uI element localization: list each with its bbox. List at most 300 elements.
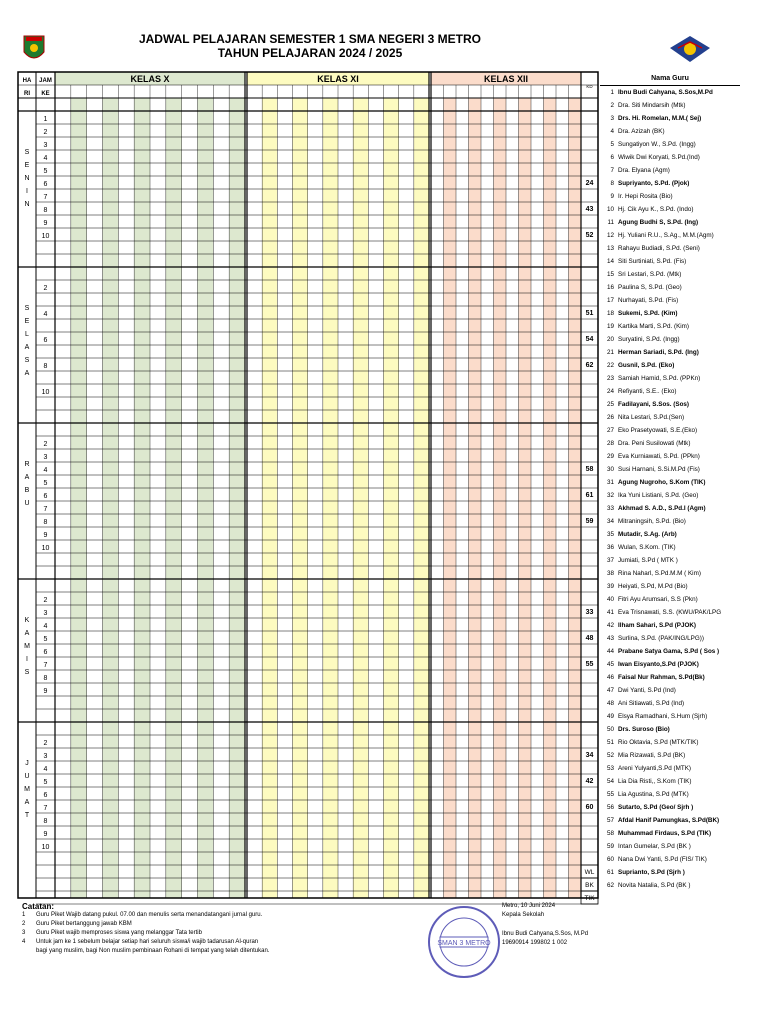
day-letter: A [24, 344, 30, 351]
teacher-row [600, 294, 740, 307]
teacher-number: 56 [606, 804, 614, 811]
teacher-name: Agung Budhi S, S.Pd. (Ing) [618, 219, 699, 226]
jam-number: 7 [43, 506, 48, 513]
jam-number: 6 [43, 337, 48, 344]
jam-number: 8 [43, 207, 48, 214]
teacher-row [600, 801, 740, 814]
teacher-number: 48 [606, 700, 614, 707]
teacher-number: 7 [610, 167, 614, 174]
kelas-xi-label: KELAS XI [317, 74, 359, 84]
teacher-row [600, 814, 740, 827]
teacher-name: Nurhayati, S.Pd. (Fis) [618, 297, 679, 304]
jam-number: 6 [43, 181, 48, 188]
teacher-row [600, 268, 740, 281]
teacher-row [600, 138, 740, 151]
teacher-name: Sri Lestari, S.Pd. (Mtk) [618, 271, 682, 278]
teacher-number: 17 [606, 297, 614, 304]
teacher-row [600, 99, 740, 112]
day-letter: S [24, 357, 30, 364]
teacher-number: 8 [610, 180, 614, 187]
day-letter: M [24, 786, 30, 793]
teacher-number: 59 [606, 843, 614, 850]
jam-number: 6 [43, 493, 48, 500]
teacher-name: Herman Sariadi, S.Pd. (Ing) [618, 349, 699, 356]
note-text: Guru Piket bertanggung jawab KBM [36, 921, 132, 927]
teacher-row [600, 645, 740, 658]
day-letter: U [24, 773, 30, 780]
teacher-name: Ani Sitiawati, S.Pd (Ind) [618, 700, 685, 707]
teacher-row [600, 229, 740, 242]
kelas-xii-shaded-column [469, 98, 482, 898]
jam-number: 2 [43, 285, 48, 292]
extra-row-label: WL [584, 869, 595, 876]
teacher-number: 32 [606, 492, 614, 499]
teacher-name: Ir. Hepi Rosita (Bio) [618, 193, 673, 200]
teacher-row [600, 749, 740, 762]
teacher-number: 3 [610, 115, 614, 122]
note-number [22, 947, 36, 956]
teacher-number: 15 [606, 271, 614, 278]
kelas-x-shaded-column [134, 98, 150, 898]
teacher-row [600, 333, 740, 346]
teacher-code: 43 [585, 206, 594, 213]
note-item [22, 920, 402, 929]
teacher-row [600, 476, 740, 489]
notes-section [22, 902, 402, 956]
teacher-code: 33 [585, 609, 594, 616]
jam-number: 4 [43, 311, 48, 318]
teacher-code: 60 [585, 804, 594, 811]
teacher-name: Akhmad S. A.D., S.Pd.I (Agm) [618, 505, 706, 512]
teacher-number: 11 [607, 219, 614, 226]
teacher-name: Susi Harnani, S.Si.M.Pd (Fis) [618, 466, 700, 473]
teacher-name: Lia Agustina, S.Pd (MTK) [618, 791, 689, 798]
note-text: Guru Piket Wajib datang pukul. 07.00 dan menulis serta menandatangani jurnal guru. [36, 912, 263, 918]
teacher-name: Iwan Eisyanto,S.Pd (PJOK) [618, 661, 699, 668]
teacher-code: 54 [585, 336, 594, 343]
jam-number: 2 [43, 129, 48, 136]
teacher-name: Rina Naharl, S.Pd.M.M ( Kim) [618, 570, 701, 577]
teacher-code: 51 [585, 310, 594, 317]
teacher-number: 40 [606, 596, 614, 603]
day-letter: N [24, 175, 30, 182]
jam-number: 2 [43, 740, 48, 747]
jam-number: 4 [43, 766, 48, 773]
teacher-name: Prabane Satya Gama, S.Pd ( Sos ) [618, 648, 720, 655]
teacher-code: 42 [585, 778, 594, 785]
teacher-name: Ilham Sahari, S.Pd (PJOK) [618, 622, 697, 629]
teacher-name: Ibnu Budi Cahyana, S.Sos,M.Pd [618, 89, 713, 96]
jam-number: 10 [41, 844, 50, 851]
teacher-row [600, 593, 740, 606]
teacher-number: 46 [606, 674, 614, 681]
teacher-number: 4 [610, 128, 614, 135]
page-title-line1: JADWAL PELAJARAN SEMESTER 1 SMA NEGERI 3 METRO [138, 32, 482, 46]
code-label: KD [586, 84, 593, 89]
teacher-number: 38 [606, 570, 614, 577]
day-letter: B [24, 487, 30, 494]
teacher-row [600, 723, 740, 736]
teacher-list-header: Nama Guru [600, 72, 740, 86]
teacher-number: 16 [606, 284, 614, 291]
teacher-number: 19 [606, 323, 614, 330]
teacher-row [600, 463, 740, 476]
teacher-name: Sutarto, S.Pd (Geo/ Sjrh ) [618, 804, 694, 811]
teacher-number: 26 [606, 414, 614, 421]
jam-number: 3 [43, 142, 48, 149]
note-item [22, 938, 402, 947]
jam-label-bottom: KE [41, 91, 50, 97]
note-text: bagi yang muslim, bagi Non muslim pembinaan Rohani di tempat yang telah ditentukan. [36, 948, 270, 954]
jam-number: 7 [43, 805, 48, 812]
place-date: Metro, 10 Juni 2024 [502, 903, 556, 909]
teacher-number: 34 [606, 518, 614, 525]
jam-number: 8 [43, 675, 48, 682]
jam-number: 3 [43, 753, 48, 760]
kelas-x-shaded-column [71, 98, 87, 898]
teacher-number: 45 [606, 661, 614, 668]
day-letter: S [24, 669, 30, 676]
kelas-x-shaded-column [166, 98, 182, 898]
teacher-row [600, 528, 740, 541]
teacher-number: 42 [606, 622, 614, 629]
teacher-row [600, 827, 740, 840]
teacher-row [600, 112, 740, 125]
teacher-number: 14 [606, 258, 614, 265]
note-item [22, 947, 402, 956]
teacher-row [600, 359, 740, 372]
teacher-row [600, 671, 740, 684]
teacher-code: 62 [585, 362, 594, 369]
teacher-number: 2 [610, 102, 614, 109]
teacher-row [600, 125, 740, 138]
teacher-name: Samiah Hamid, S.Pd. (PPKn) [618, 375, 701, 382]
jam-number: 3 [43, 610, 48, 617]
teacher-number: 20 [606, 336, 614, 343]
day-letter: E [24, 318, 30, 325]
teacher-name: Kartika Marti, S.Pd. (Kim) [618, 323, 690, 330]
teacher-number: 9 [610, 193, 614, 200]
teacher-name: Surlina, S.Pd. (PAK/ING/LPG)) [618, 635, 704, 642]
kelas-x-shaded-column [229, 98, 245, 898]
jam-number: 2 [43, 597, 48, 604]
teacher-name: Novita Natalia, S.Pd (BK ) [618, 882, 691, 889]
teacher-row [600, 320, 740, 333]
teacher-name: Sukemi, S.Pd. (Kim) [618, 310, 678, 317]
schedule-grid [18, 72, 598, 902]
teacher-name: Fitri Ayu Arumsari, S.S (Pkn) [618, 596, 698, 603]
signer-nip: 19690914 199802 1 002 [502, 940, 568, 946]
teacher-name: Areni Yulyanti,S.Pd (MTK) [618, 765, 692, 772]
teacher-name: Mitraningsih, S.Pd. (Bio) [618, 518, 686, 525]
teacher-name: Dra. Siti Mindarsih (Mtk) [618, 102, 686, 109]
teacher-row [600, 632, 740, 645]
day-letter: S [24, 149, 30, 156]
day-letter: R [24, 461, 30, 468]
teacher-row [600, 450, 740, 463]
note-text: Guru Piket wajib memproses siswa yang melanggar Tata tertib [36, 930, 202, 936]
kelas-x-shaded-column [103, 98, 119, 898]
teacher-number: 54 [606, 778, 614, 785]
jam-number: 5 [43, 779, 48, 786]
teacher-name: Nana Dwi Yanti, S.Pd (FIS/ TIK) [618, 856, 707, 863]
jam-number: 5 [43, 168, 48, 175]
teacher-row [600, 658, 740, 671]
teacher-name: Lia Dia Risti,, S.Kom (TIK) [618, 778, 692, 785]
teacher-name: Hj. Cik Ayu K., S.Pd. (Indo) [618, 206, 694, 213]
jam-number: 5 [43, 636, 48, 643]
kelas-xi-shaded-column [262, 98, 277, 898]
teacher-name: Drs. Hi. Romelan, M.M.( Sej) [618, 115, 702, 122]
teacher-code: 55 [585, 661, 594, 668]
jam-number: 7 [43, 662, 48, 669]
teacher-number: 49 [606, 713, 614, 720]
teacher-name: Paulina S, S.Pd. (Geo) [618, 284, 682, 291]
teacher-row [600, 398, 740, 411]
kelas-xii-label: KELAS XII [483, 74, 529, 84]
teacher-number: 52 [606, 752, 614, 759]
day-letter: U [24, 500, 30, 507]
teacher-number: 6 [610, 154, 614, 161]
teacher-row [600, 554, 740, 567]
teacher-row [600, 619, 740, 632]
teacher-code: 24 [585, 180, 594, 187]
teacher-number: 22 [606, 362, 614, 369]
signer-role: Kepala Sekolah [502, 912, 545, 918]
teacher-name: Elsya Ramadhani, S.Hum (Sjrh) [618, 713, 708, 720]
jam-number: 7 [43, 194, 48, 201]
teacher-name: Suryatini, S.Pd. (Ingg) [618, 336, 680, 343]
teacher-name: Intan Gumelar, S.Pd (BK ) [618, 843, 691, 850]
teacher-number: 44 [606, 648, 614, 655]
kelas-xii-shaded-column [569, 98, 582, 898]
teacher-number: 31 [606, 479, 614, 486]
teacher-row [600, 775, 740, 788]
teacher-row [600, 697, 740, 710]
teacher-name: Dra. Azizah (BK) [618, 128, 665, 135]
teacher-number: 58 [606, 830, 614, 837]
teacher-name: Agung Nugroho, S.Kom (TIK) [618, 479, 706, 486]
jam-number: 9 [43, 532, 48, 539]
teacher-name: Dra. Elyana (Agm) [618, 167, 670, 174]
jam-label-top: JAM [39, 78, 52, 84]
teacher-row [600, 502, 740, 515]
teacher-name: Fadilayani, S.Sos. (Sos) [618, 401, 690, 408]
day-letter: E [24, 162, 30, 169]
teacher-number: 30 [606, 466, 614, 473]
extra-row-label: BK [585, 882, 594, 889]
jam-number: 4 [43, 155, 48, 162]
teacher-name: Afdal Hanif Pamungkas, S.Pd(BK) [618, 817, 720, 824]
kelas-xii-shaded-column [494, 98, 507, 898]
note-item [22, 911, 402, 920]
jam-number: 8 [43, 818, 48, 825]
teacher-name: Jumiati, S.Pd ( MTK ) [618, 557, 678, 564]
extra-row-label: TIK [584, 895, 595, 902]
teacher-row [600, 216, 740, 229]
jam-number: 8 [43, 363, 48, 370]
hari-label-top: HA [22, 78, 32, 84]
teacher-name: Supriyanto, S.Pd. (Pjok) [618, 180, 690, 187]
teacher-name: Hj. Yuliani R.U., S.Ag., M.M.(Agm) [618, 232, 714, 239]
teacher-row [600, 489, 740, 502]
teacher-row [600, 684, 740, 697]
teacher-name: Eko Prasetyowati, S.E.(Eko) [618, 427, 698, 434]
teacher-row [600, 788, 740, 801]
jam-number: 10 [41, 545, 50, 552]
jam-number: 6 [43, 792, 48, 799]
teacher-code: 61 [585, 492, 594, 499]
teacher-number: 25 [606, 401, 614, 408]
teacher-row [600, 567, 740, 580]
jam-number: 10 [41, 233, 50, 240]
teacher-number: 1 [610, 89, 614, 96]
day-letter: A [24, 474, 30, 481]
teacher-row [600, 385, 740, 398]
teacher-number: 57 [606, 817, 614, 824]
jam-number: 2 [43, 441, 48, 448]
teacher-number: 53 [606, 765, 614, 772]
teacher-name: Nita Lestari, S.Pd.(Sen) [618, 414, 685, 421]
teacher-name: Mia Rizawati, S.Pd (BK) [618, 752, 686, 759]
teacher-name: Refiyanti, S.E.. (Eko) [618, 388, 677, 395]
jam-number: 9 [43, 831, 48, 838]
teacher-name: Muhammad Firdaus, S.Pd (TIK) [618, 830, 712, 837]
teacher-number: 24 [606, 388, 614, 395]
teacher-row [600, 710, 740, 723]
teacher-name: Suprianto, S.Pd (Sjrh ) [618, 869, 685, 876]
teacher-number: 47 [606, 687, 614, 694]
teacher-row [600, 606, 740, 619]
jam-number: 4 [43, 623, 48, 630]
day-letter: I [26, 656, 28, 663]
teacher-number: 62 [606, 882, 614, 889]
teacher-row [600, 437, 740, 450]
day-letter: L [25, 331, 29, 338]
teacher-row [600, 411, 740, 424]
teacher-number: 18 [606, 310, 614, 317]
kelas-xii-shaded-column [544, 98, 557, 898]
jam-number: 10 [41, 389, 50, 396]
teacher-name: Heiyati, S.Pd, M.Pd (Bio) [618, 583, 688, 590]
notes-title: Catatan: [22, 902, 55, 911]
teacher-row [600, 346, 740, 359]
jam-number: 9 [43, 220, 48, 227]
teacher-number: 29 [606, 453, 614, 460]
teacher-number: 50 [606, 726, 614, 733]
teacher-row [600, 242, 740, 255]
day-letter: T [24, 812, 30, 819]
note-text: Untuk jam ke 1 sebelum belajar setiap hari seluruh siswa/i wajib tadarusan Al-quran [36, 939, 259, 945]
kelas-xii-shaded-column [519, 98, 532, 898]
teacher-row [600, 879, 740, 892]
kelas-xi-shaded-column [293, 98, 308, 898]
day-letter: S [24, 305, 30, 312]
teacher-code: 52 [585, 232, 594, 239]
kelas-xii-shaded-column [444, 98, 457, 898]
day-letter: A [24, 370, 30, 377]
note-number: 1 [22, 912, 26, 918]
teacher-number: 5 [610, 141, 614, 148]
hari-label-bottom: RI [24, 91, 30, 97]
teacher-row [600, 853, 740, 866]
teacher-row [600, 203, 740, 216]
teacher-code: 48 [585, 635, 594, 642]
teacher-number: 33 [606, 505, 614, 512]
kelas-x-label: KELAS X [130, 74, 170, 84]
kelas-xi-shaded-column [414, 98, 429, 898]
teacher-number: 27 [606, 427, 614, 434]
teacher-name: Ika Yuni Listiani, S.Pd. (Geo) [618, 492, 699, 499]
teacher-name: Wulan, S.Kom. (TIK) [618, 544, 676, 551]
day-letter: A [24, 799, 30, 806]
teacher-list [600, 72, 740, 898]
day-letter: J [25, 760, 29, 767]
teacher-row [600, 424, 740, 437]
jam-number: 4 [43, 467, 48, 474]
teacher-row [600, 164, 740, 177]
teacher-name: Rahayu Budiadi, S.Pd. (Seni) [618, 245, 700, 252]
teacher-row [600, 281, 740, 294]
teacher-row [600, 190, 740, 203]
jam-number: 1 [43, 116, 48, 123]
jam-number: 5 [43, 480, 48, 487]
teacher-number: 10 [606, 206, 614, 213]
note-number: 2 [22, 921, 26, 927]
stamp-text: SMAN 3 METRO [437, 940, 491, 947]
jam-number: 6 [43, 649, 48, 656]
teacher-number: 61 [606, 869, 614, 876]
teacher-name: Dwi Yanti, S.Pd (Ind) [618, 687, 676, 694]
page-title-line2: TAHUN PELAJARAN 2024 / 2025 [217, 46, 403, 60]
teacher-name: Rio Oktavia, S.Pd (MTK/TIK) [618, 739, 699, 746]
teacher-number: 55 [606, 791, 614, 798]
teacher-row [600, 177, 740, 190]
day-letter: A [24, 630, 30, 637]
teacher-number: 21 [606, 349, 614, 356]
teacher-number: 43 [606, 635, 614, 642]
teacher-row [600, 515, 740, 528]
note-number: 3 [22, 930, 26, 936]
jam-number: 8 [43, 519, 48, 526]
teacher-number: 13 [606, 245, 614, 252]
day-letter: M [24, 643, 30, 650]
teacher-number: 12 [606, 232, 614, 239]
kelas-xi-shaded-column [384, 98, 399, 898]
teacher-name: Drs. Suroso (Bio) [618, 726, 670, 733]
teacher-number: 23 [606, 375, 614, 382]
teacher-row [600, 866, 740, 879]
teacher-number: 60 [606, 856, 614, 863]
day-letter: K [24, 617, 30, 624]
school-logo-icon [668, 34, 712, 64]
teacher-number: 37 [606, 557, 614, 564]
teacher-code: 34 [585, 752, 594, 759]
teacher-row [600, 541, 740, 554]
teacher-number: 41 [606, 609, 614, 616]
teacher-name: Wiwik Dwi Koryati, S.Pd.(Ind) [618, 154, 700, 161]
teacher-row [600, 255, 740, 268]
note-number: 4 [22, 939, 26, 945]
day-letter: N [24, 201, 30, 208]
kelas-x-shaded-column [198, 98, 214, 898]
teacher-number: 36 [606, 544, 614, 551]
kelas-xi-shaded-column [323, 98, 338, 898]
teacher-code: 59 [585, 518, 594, 525]
teacher-row [600, 840, 740, 853]
teacher-row [600, 580, 740, 593]
teacher-name: Sungatiyon W., S.Pd. (Ingg) [618, 141, 696, 148]
